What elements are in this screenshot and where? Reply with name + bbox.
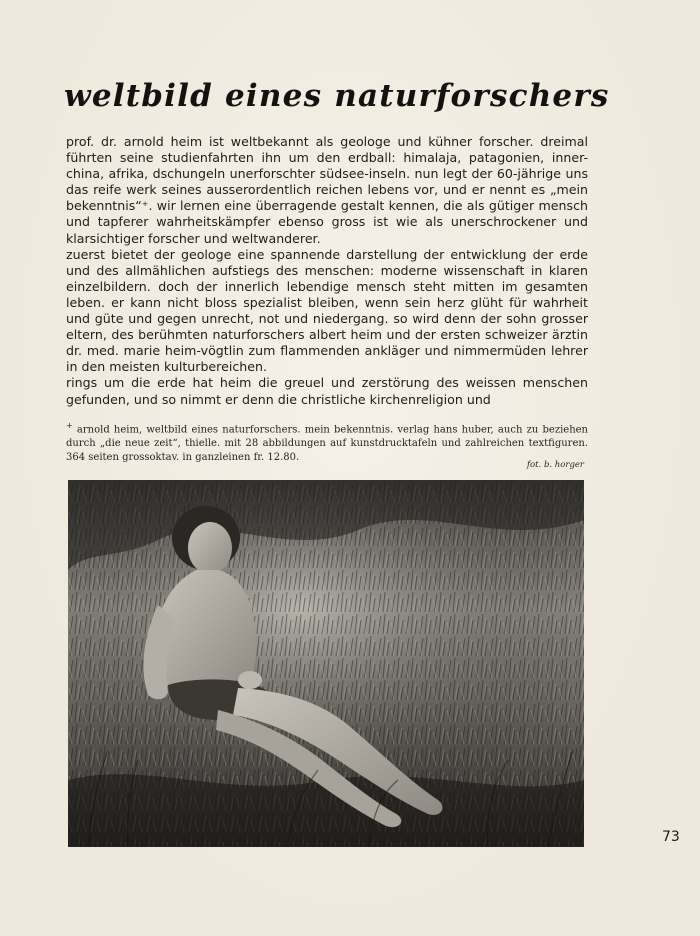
footnote-marker: + xyxy=(66,421,73,430)
photo-woman-in-grass-icon xyxy=(68,480,584,847)
footnote-text: arnold heim, weltbild eines naturforschers. mein bekenntnis. verlag hans huber, auch zu beziehen durch „die neue zeit“, thielle. mit 28 abbildungen auf kunstdrucktafeln und zahlreichen textfiguren. 364 seiten grossoktav. in ganzleinen fr. 12.80. xyxy=(66,424,588,463)
footnote xyxy=(66,419,588,464)
paragraph-2: zuerst bietet der geologe eine spannende darstellung der entwicklung der erde und des allmählichen aufstiegs des menschen: moderne wissenschaft in klaren einzelbildern. doch der innerlich lebendige mensch steht mitten im gesamten leben. er kann nicht bloss spezialist bleiben, wenn sein herz glüht für wahrheit und güte und gegen unrecht, not und niedergang. so wird denn der sohn grosser eltern, des berühmten naturforschers albert heim und der ersten schweizer ärztin dr. med. marie heim-vögtlin zum flammenden ankläger und nimmermüden lehrer in den meisten kulturbereichen. xyxy=(66,246,588,375)
photo-graphic xyxy=(68,480,584,847)
paragraph-1: prof. dr. arnold heim ist weltbekannt als geologe und kühner forscher. dreimal führten seine studienfahrten ihn um den erdball: himalaja, patagonien, inner-china, afrika, dschungeln unerforschter südsee-inseln. nun legt der 60-jährige uns das reife werk seines ausserordentlich reichen lebens vor, und er nennt es „mein bekenntnis“⁺. wir lernen eine überragende gestalt kennen, die als gütiger mensch und tapferer wahrheitskämpfer ebenso gross ist wie als unerschrockener und klarsichtiger forscher und weltwanderer. xyxy=(66,134,588,246)
article-title: weltbild eines naturforschers xyxy=(64,78,610,114)
paragraph-3: rings um die erde hat heim die greuel und zerstörung des weissen menschen gefunden, und so nimmt er denn die christliche kirchenreligion und xyxy=(66,375,588,407)
article-body xyxy=(66,134,588,408)
photo-credit: fot. b. horger xyxy=(526,460,584,470)
page-number: 73 xyxy=(662,829,680,845)
